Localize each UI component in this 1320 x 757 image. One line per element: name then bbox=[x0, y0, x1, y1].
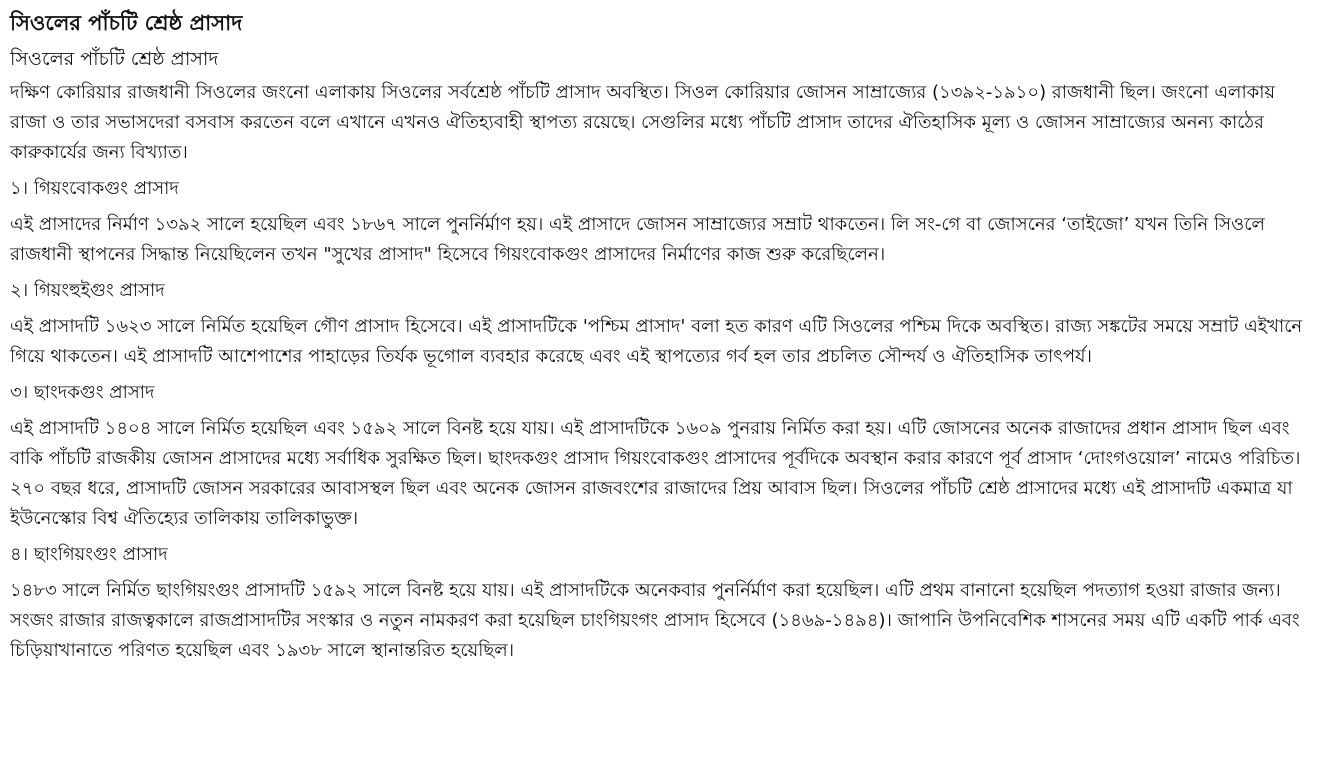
section-heading-2: ২। গিয়ংহুইগুং প্রাসাদ bbox=[10, 280, 165, 301]
section-heading-1: ১। গিয়ংবোকগুং প্রাসাদ bbox=[10, 178, 179, 199]
section-body-1: এই প্রাসাদের নির্মাণ ১৩৯২ সালে হয়েছিল এবং ১৮৬৭ সালে পুনর্নির্মাণ হয়। এই প্রাসাদে জোসন সাম্রাজ্যের সম্রাট থাকতেন। লি সং-গে বা জোসনের ‘তাইজো’ যখন তিনি সিওলে রাজধানী স্থাপনের সিদ্ধান্ত নিয়েছিলেন তখন "সুখের প্রাসাদ" হিসেবে গিয়ংবোকগুং প্রাসাদের নির্মাণের কাজ শুরু করেছিলেন। bbox=[10, 214, 1265, 265]
section-heading-3: ৩। ছাংদকগুং প্রাসাদ bbox=[10, 382, 155, 403]
section-body-3: এই প্রাসাদটি ১৪০৪ সালে নির্মিত হয়েছিল এবং ১৫৯২ সালে বিনষ্ট হয়ে যায়। এই প্রাসাদটিকে ১৬০৯ পুনরায় নির্মিত করা হয়। এটি জোসনের অনেক রাজাদের প্রধান প্রাসাদ ছিল এবং বাকি পাঁচটি রাজকীয় জোসন প্রাসাদের মধ্যে সর্বাধিক সুরক্ষিত ছিল। ছাংদকগুং প্রাসাদ গিয়ংবোকগুং প্রাসাদের পূর্বদিকে অবস্থান করার কারণে পূর্ব প্রাসাদ ‘দোংগওয়োল’ নামেও পরিচিত। ২৭০ বছর ধরে, প্রাসাদটি জোসন সরকারের আবাসস্থল ছিল এবং অনেক জোসন রাজবংশের রাজাদের প্রিয় আবাস ছিল। সিওলের পাঁচটি শ্রেষ্ঠ প্রাসাদের মধ্যে এই প্রাসাদটি একমাত্র যা ইউনেস্কোর বিশ্ব ঐতিহ্যের তালিকায় তালিকাভুক্ত। bbox=[10, 418, 1301, 529]
document-title: সিওলের পাঁচটি শ্রেষ্ঠ প্রাসাদ bbox=[10, 11, 243, 35]
section-heading-4: ৪। ছাংগিয়ংগুং প্রাসাদ bbox=[10, 544, 168, 565]
intro-paragraph: দক্ষিণ কোরিয়ার রাজধানী সিওলের জংনো এলাকায় সিওলের সর্বশ্রেষ্ঠ পাঁচটি প্রাসাদ অবস্থিত। সিওল কোরিয়ার জোসন সাম্রাজ্যের (১৩৯২-১৯১০) রাজধানী ছিল। জংনো এলাকায় রাজা ও তার সভাসদেরা বসবাস করতেন বলে এখানে এখনও ঐতিহ্যবাহী স্থাপত্য রয়েছে। সেগুলির মধ্যে পাঁচটি প্রাসাদ তাদের ঐতিহাসিক মূল্য ও জোসন সাম্রাজ্যের অনন্য কাঠের কারুকার্যের জন্য বিখ্যাত। bbox=[10, 82, 1276, 163]
section-body-2: এই প্রাসাদটি ১৬২৩ সালে নির্মিত হয়েছিল গৌণ প্রাসাদ হিসেবে। এই প্রাসাদটিকে 'পশ্চিম প্রাসাদ' বলা হত কারণ এটি সিওলের পশ্চিম দিকে অবস্থিত। রাজ্য সঙ্কটের সময়ে সম্রাট এইখানে গিয়ে থাকতেন। এই প্রাসাদটি আশেপাশের পাহাড়ের তির্যক ভূগোল ব্যবহার করেছে এবং এই স্থাপত্যের গর্ব হল তার প্রচলিত সৌন্দর্য ও ঐতিহাসিক তাৎপর্য। bbox=[10, 316, 1303, 367]
section-body-4: ১৪৮৩ সালে নির্মিত ছাংগিয়ংগুং প্রাসাদটি ১৫৯২ সালে বিনষ্ট হয়ে যায়। এই প্রাসাদটিকে অনেকবার পুনর্নির্মাণ করা হয়েছিল। এটি প্রথম বানানো হয়েছিল পদত্যাগ হওয়া রাজার জন্য। সংজং রাজার রাজত্বকালে রাজপ্রাসাদটির সংস্কার ও নতুন নামকরণ করা হয়েছিল চাংগিয়ংগং প্রাসাদ হিসেবে (১৪৬৯-১৪৯৪)। জাপানি উপনিবেশিক শাসনের সময় এটি একটি পার্ক এবং চিড়িয়াখানাতে পরিণত হয়েছিল এবং ১৯৩৮ সালে স্থানান্তরিত হয়েছিল। bbox=[10, 580, 1300, 661]
document-subtitle: সিওলের পাঁচটি শ্রেষ্ঠ প্রাসাদ bbox=[10, 48, 219, 70]
